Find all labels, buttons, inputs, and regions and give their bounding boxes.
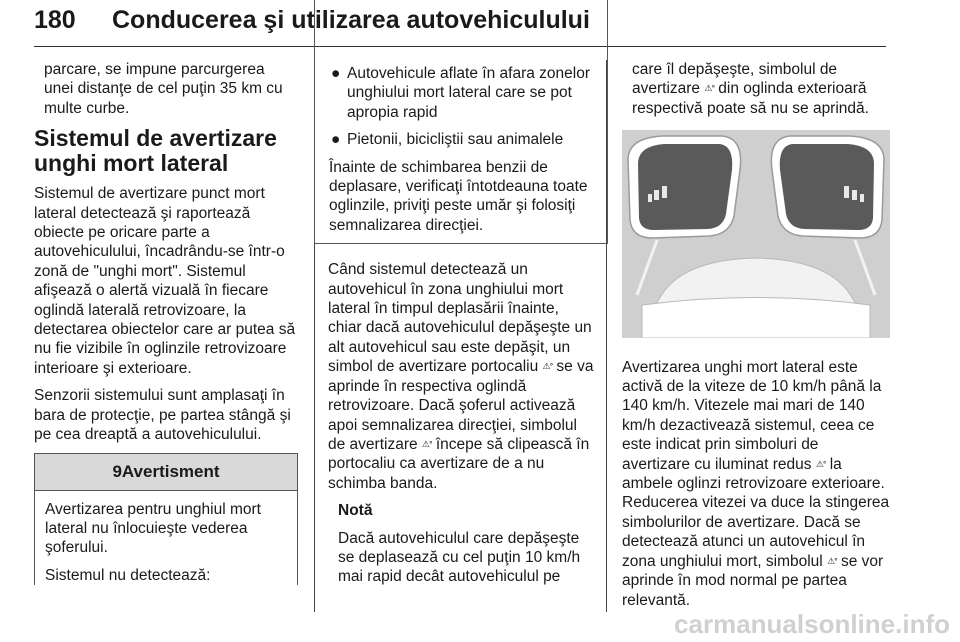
lane-change-advice: Înainte de schimbarea benzii de deplasare, verificaţi întotdeauna toate oglinzile, priviţi peste umăr şi folosiţi semnalizarea direcţiei. — [329, 158, 588, 234]
not-detected-list — [329, 64, 593, 150]
warning-title: Avertisment — [121, 461, 220, 481]
column-2 — [328, 60, 594, 595]
note-label: Notă — [338, 502, 373, 520]
blind-spot-warning-icon: ⚠ᐤ — [827, 555, 837, 566]
left-mirror-glass — [638, 144, 732, 230]
warning-header — [35, 454, 297, 491]
mirror-illustration — [622, 130, 890, 338]
section-title: Sistemul de avertizare unghi mort lateral — [34, 125, 277, 177]
blind-spot-warning-icon: ⚠ᐤ — [542, 361, 553, 372]
intro-paragraph: parcare, se impune parcurgerea unei distanţe de cel puţin 35 km cu multe curbe. — [44, 61, 283, 117]
warning-body — [35, 491, 297, 586]
bullet-icon: ● — [331, 131, 341, 149]
warning-text-1: Avertizarea pentru unghiul mort lateral nu înlocuieşte vederea şoferului. — [45, 500, 261, 557]
paragraph-detection: Când sistemul detectează un autovehicul în zona unghiului mort lateral în timpul deplasării înainte, chiar dacă autovehiculul depăşeşte un alt autovehicul sau este depăşit, un simbol de avertizare portocaliu ⚠ᐤ se va aprinde în respectiva oglindă retrovizoare. Dacă şoferul activează apoi semnalizarea direcţiei, simbolul de avertizare ⚠ᐤ începe să clipească în portocaliu ca avertizare de a nu schimba banda. — [328, 261, 594, 492]
right-mirror-glass — [780, 144, 874, 230]
column-1 — [34, 60, 298, 593]
watermark: carmanualsonline.info — [674, 609, 950, 639]
bullet-icon: ● — [331, 65, 341, 82]
paragraph-continued: care îl depăşeşte, simbolul de avertizare ⚠ᐤ din oglinda exterioară respectivă poate să nu se aprindă. — [632, 61, 869, 117]
paragraph-sensors: Senzorii sistemului sunt amplasaţi în bara de protecţie, pe partea stângă şi pe cea dreaptă a autovehiculului. — [34, 387, 291, 444]
list-item: ● Pietonii, bicicliştii sau animalele — [331, 131, 564, 149]
note-text: Dacă autovehiculul care depăşeşte se deplasează cu cel puţin 10 km/h mai rapid decât autovehiculul pe — [338, 529, 581, 586]
paragraph-speed-range: Avertizarea unghi mort lateral este activă de la viteze de 10 km/h până la 140 km/h. Vitezele mai mari de 140 km/h dezactivează sistemul, ceea ce este indicat prin simboluri de avertizare cu iluminat redus ⚠ᐤ la ambele oglinzi retrovizoare exterioare. Reducerea vitezei va duce la stingerea simbolurilor de avertizare. Dacă se detectează atunci un autovehicul în zona unghiului mort, simbolul ⚠ᐤ se vor aprinde în mod normal pe partea relevantă. — [622, 358, 890, 609]
warning-box-continued — [314, 0, 608, 244]
chapter-title: Conducerea şi utilizarea autovehiculului — [112, 6, 590, 34]
warning-text-2: Sistemul nu detectează: — [45, 566, 211, 584]
warning-box — [34, 453, 298, 586]
paragraph-system-description: Sistemul de avertizare punct mort lateral detectează şi raportează obiecte pe oricare parte a autovehiculului, încadrându-se într-o zonă de "unghi mort". Sistemul afişează o alertă vizuală în fiecare oglindă laterală retrovizoare, la detectarea obiectelor care ar putea să nu fie vizibile în oglinzile retrovizoare interioare şi exterioare. — [34, 185, 296, 377]
blind-spot-warning-icon: ⚠ᐤ — [421, 438, 432, 449]
car-body — [642, 298, 870, 339]
blind-spot-warning-icon: ⚠ᐤ — [815, 458, 826, 469]
blind-spot-warning-icon: ⚠ᐤ — [704, 83, 714, 94]
note — [328, 501, 594, 587]
page-number: 180 — [34, 6, 76, 34]
warning-icon: 9 — [112, 461, 122, 481]
list-item: ● Autovehicule aflate în afara zonelor unghiului mort lateral care se pot apropia rapid — [331, 65, 590, 121]
column-3 — [622, 60, 890, 618]
